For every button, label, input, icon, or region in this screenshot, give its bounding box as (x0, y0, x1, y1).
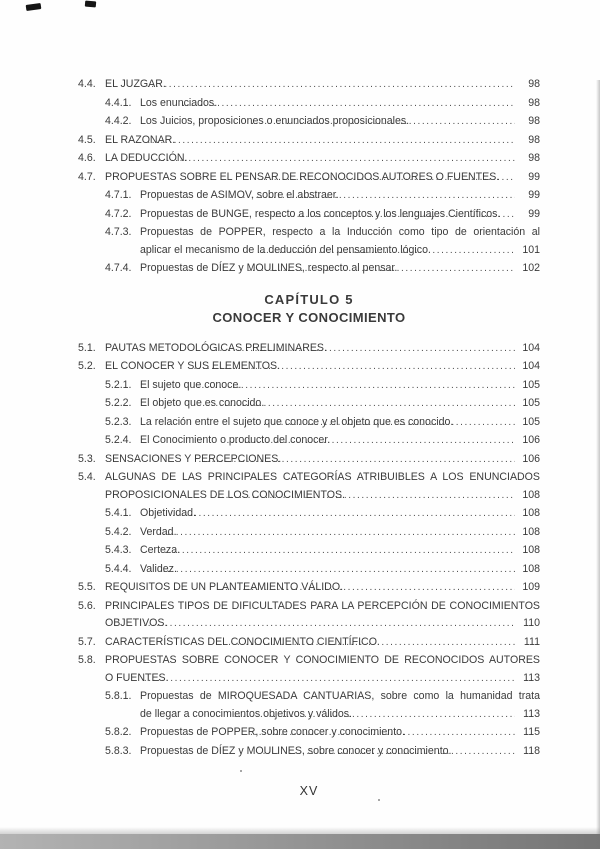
toc-entry-body (105, 598, 540, 633)
toc-entry-text: EL JUZGAR. (105, 78, 166, 90)
toc-entry-number: 5.2.4. (105, 434, 132, 446)
toc-entry-body (140, 260, 540, 278)
toc-entry (78, 95, 540, 113)
toc-entry-text: Propuestas de POPPER, sobre conocer y conocimiento. (140, 726, 405, 738)
toc-entry (78, 224, 540, 259)
dot-leader (227, 432, 515, 450)
toc-entry-text: de llegar a conocimientos objetivos y válidos. (140, 707, 352, 720)
toc-entry-body (105, 358, 540, 376)
toc-entry-text: Propuestas de DÍEZ y MOULINES, respecto al pensar. (140, 262, 398, 274)
toc-entry-body (105, 340, 540, 358)
toc-entry-text: CARACTERÍSTICAS DEL CONOCIMIENTO CIENTÍFICO. (105, 635, 380, 648)
toc-entry-page: 98 (528, 78, 540, 90)
dot-leader (182, 95, 515, 113)
toc-entry-text: Los Juicios, proposiciones o enunciados proposicionales. (140, 115, 410, 127)
toc-entry-text: Propuestas de DÍEZ y MOULINES, sobre conocer y conocimiento. (140, 744, 452, 757)
dot-leader (275, 206, 515, 224)
toc-entry-number: 5.4.3. (105, 544, 132, 556)
toc-entry-body (140, 95, 540, 113)
toc-entry-body (140, 561, 540, 579)
toc-entry-text: La relación entre el sujeto que conoce y el objeto que es conocido. (140, 415, 454, 428)
toc-entry-body (140, 542, 540, 560)
toc-entry-text: aplicar el mecanismo de la deducción del pensamiento lógico. (140, 243, 431, 256)
toc-entry-number: 4.7. (78, 170, 96, 183)
dot-leader (194, 451, 515, 469)
toc-entry (78, 451, 540, 469)
toc-entry-page: 106 (522, 452, 540, 465)
page-footer (78, 784, 540, 798)
toc-entry-page: 104 (522, 341, 540, 354)
dot-leader (144, 670, 515, 688)
toc-entry-page: 113 (523, 671, 540, 684)
toc-entry-body (140, 395, 540, 413)
toc-entry-text: OBJETIVOS. (105, 617, 168, 629)
dot-leader (228, 634, 515, 652)
toc-entry-body (140, 524, 540, 542)
toc-entry-page: 105 (522, 378, 540, 391)
toc-entry-page: 108 (522, 488, 540, 501)
toc-entry-body (140, 187, 540, 205)
toc-entry (78, 113, 540, 131)
toc-entry-page: 106 (522, 434, 540, 446)
toc-entry-text: PROPUESTAS SOBRE EL PENSAR DE RECONOCIDOS AUTORES O FUENTES. (105, 170, 500, 183)
dot-leader (217, 487, 515, 505)
dot-leader (147, 132, 515, 150)
toc-entry-text: EL CONOCER Y SUS ELEMENTOS. (105, 360, 281, 372)
dot-leader (164, 542, 515, 560)
scan-speck (378, 799, 380, 801)
toc-entry (78, 187, 540, 205)
toc-entry-number: 4.7.2. (105, 207, 132, 220)
toc-entry-number: 5.5. (78, 581, 96, 593)
toc-entry-number: 5.6. (78, 599, 96, 612)
toc-entry-text: El objeto que es conocido. (140, 397, 265, 409)
toc-entry-text: PRINCIPALES TIPOS DE DIFICULTADES PARA LA PERCEPCIÓN DE CONOCIMIENTOS (105, 599, 540, 612)
dot-leader (250, 724, 515, 742)
toc-entry-body (105, 76, 540, 94)
toc-entry-body (140, 113, 540, 131)
toc-entry (78, 358, 540, 376)
toc-entry-page: 98 (528, 96, 540, 109)
toc-entry (78, 76, 540, 94)
toc-entry-body (105, 169, 540, 187)
toc-entry (78, 150, 540, 168)
dot-leader (143, 615, 515, 633)
dot-leader (229, 187, 515, 205)
scan-shadow-bottom (0, 834, 600, 849)
toc-entry (78, 169, 540, 187)
toc-entry-body (140, 432, 540, 450)
toc-entry-body (105, 150, 540, 168)
toc-entry-body (140, 206, 540, 224)
toc-entry-page: 110 (523, 617, 540, 629)
toc-entry-number: 5.4.1. (105, 507, 132, 519)
dot-leader (263, 414, 515, 432)
toc-entry-number: 5.8.3. (105, 744, 132, 757)
toc-entry-text: Propuestas de POPPER, respecto a la Inducción como tipo de orientación al (140, 226, 540, 238)
toc-entry-body (140, 224, 540, 259)
toc-entry-page: 105 (522, 415, 540, 428)
toc-entry-text: LA DEDUCCIÓN. (105, 152, 188, 164)
toc-entry-page: 99 (528, 207, 540, 220)
toc-entry (78, 505, 540, 523)
toc-entry-number: 5.2.3. (105, 415, 132, 428)
toc-entry (78, 206, 540, 224)
toc-entry-number: 4.6. (78, 152, 96, 164)
toc-entry-body (140, 505, 540, 523)
toc-entry-page: 108 (522, 544, 540, 556)
toc-entry-page: 102 (522, 262, 540, 274)
toc-entry-number: 5.3. (78, 452, 96, 465)
toc-entry-number: 5.1. (78, 341, 96, 354)
chapter-heading (78, 291, 540, 326)
toc-entry-text: O FUENTES. (105, 671, 169, 684)
toc-entry-number: 4.5. (78, 133, 96, 146)
dot-leader (251, 113, 515, 131)
toc-entry-text: El sujeto que conoce. (140, 378, 242, 391)
toc-entry-page: 115 (523, 726, 540, 738)
toc-entry-page: 108 (522, 507, 540, 519)
toc-entry (78, 395, 540, 413)
toc-entry-text: ALGUNAS DE LAS PRINCIPALES CATEGORÍAS ATRIBUIBLES A LOS ENUNCIADOS (105, 471, 540, 483)
dot-leader (143, 76, 516, 94)
toc-content (78, 76, 540, 798)
toc-entry-number: 5.8.2. (105, 726, 132, 738)
toc-entry-number: 5.2.1. (105, 378, 132, 391)
toc-entry-text: Propuestas de MIROQUESADA CANTUARIAS, sobre como la humanidad trata (140, 690, 540, 702)
toc-entry-body (105, 634, 540, 652)
toc-entry-number: 5.4. (78, 471, 96, 483)
toc-entry-number: 4.7.1. (105, 189, 132, 201)
toc-entry-number: 5.8. (78, 654, 96, 666)
toc-entry (78, 579, 540, 597)
toc-entry-page: 104 (522, 360, 540, 372)
scan-shadow-right (596, 80, 600, 834)
toc-entry-text: Los enunciados. (140, 96, 218, 109)
toc-entry (78, 634, 540, 652)
toc-entry-body (105, 579, 540, 597)
toc-entry (78, 688, 540, 723)
dot-leader (202, 395, 515, 413)
dot-leader (163, 561, 515, 579)
chapter-number-heading: CAPÍTULO 5 (264, 291, 354, 307)
dot-leader (234, 706, 515, 724)
dot-leader (248, 260, 515, 278)
toc-entry-page: 113 (523, 707, 540, 720)
toc-entry-number: 5.4.4. (105, 562, 132, 575)
toc-entry-page: 109 (522, 581, 540, 593)
toc-entry (78, 724, 540, 742)
toc-entry (78, 652, 540, 687)
toc-entry-text: PAUTAS METODOLÓGICAS PRELIMINARES. (105, 341, 327, 354)
toc-entry-body (140, 743, 540, 761)
toc-entry-page: 99 (528, 170, 540, 183)
toc-entry-body (140, 688, 540, 723)
dot-leader (153, 150, 515, 168)
toc-entry (78, 743, 540, 761)
dot-leader (257, 242, 515, 260)
toc-entry-page: 98 (528, 133, 540, 146)
toc-entry-text: SENSACIONES Y PERCEPCIONES. (105, 452, 282, 465)
toc-entry (78, 598, 540, 633)
toc-entry-body (140, 377, 540, 395)
toc-entry (78, 340, 540, 358)
dot-leader (193, 377, 515, 395)
toc-entry (78, 414, 540, 432)
toc-entry-number: 5.7. (78, 635, 96, 648)
toc-entry (78, 377, 540, 395)
toc-entry-text: El Conocimiento o producto del conocer. (140, 434, 331, 446)
toc-entry-text: REQUISITOS DE UN PLANTEAMIENTO VÁLIDO. (105, 581, 344, 593)
toc-entry (78, 132, 540, 150)
toc-entry-body (105, 451, 540, 469)
toc-entry-text: Verdad. (140, 525, 177, 538)
toc-entry-text: EL RAZONAR. (105, 133, 176, 146)
toc-entry-text: PROPOSICIONALES DE LOS CONOCIMIENTOS. (105, 488, 345, 501)
toc-entry (78, 542, 540, 560)
toc-section-chapter4 (78, 76, 540, 278)
toc-entry (78, 432, 540, 450)
toc-entry-text: Objetividad. (140, 507, 196, 519)
toc-entry-text: PROPUESTAS SOBRE CONOCER Y CONOCIMIENTO DE RECONOCIDOS AUTORES (105, 654, 540, 666)
toc-entry-page: 108 (522, 562, 540, 575)
toc-entry-page: 101 (522, 243, 540, 256)
toc-entry-body (140, 414, 540, 432)
toc-entry-page: 98 (528, 152, 540, 164)
toc-entry (78, 469, 540, 504)
page-number: XV (299, 784, 319, 798)
toc-entry-body (105, 132, 540, 150)
toc-entry-page: 118 (523, 744, 540, 757)
toc-entry-number: 5.2.2. (105, 397, 132, 409)
toc-entry-number: 4.4.1. (105, 96, 132, 109)
toc-entry-number: 5.8.1. (105, 690, 132, 702)
toc-section-chapter5 (78, 340, 540, 761)
toc-entry-body (140, 724, 540, 742)
dot-leader (211, 340, 515, 358)
toc-entry-number: 4.7.4. (105, 262, 132, 274)
toc-entry-body (105, 469, 540, 504)
toc-entry (78, 561, 540, 579)
toc-entry (78, 260, 540, 278)
dot-leader (263, 743, 515, 761)
scan-speck (26, 3, 42, 11)
chapter-title-heading: CONOCER Y CONOCIMIENTO (212, 309, 406, 325)
toc-entry-number: 5.2. (78, 360, 96, 372)
toc-entry-text: Validez. (140, 562, 177, 575)
dot-leader (163, 524, 515, 542)
toc-entry-number: 4.4.2. (105, 115, 132, 127)
dot-leader (172, 505, 515, 523)
toc-entry-page: 105 (522, 397, 540, 409)
dot-leader (216, 579, 515, 597)
toc-entry-number: 5.4.2. (105, 525, 132, 538)
toc-entry-text: Certeza. (140, 544, 181, 556)
toc-entry-body (105, 652, 540, 687)
toc-entry-text: Propuestas de ASIMOV, sobre el abstraer. (140, 189, 339, 201)
toc-entry-number: 4.4. (78, 78, 96, 90)
toc-entry-page: 99 (528, 189, 540, 201)
toc-entry (78, 524, 540, 542)
toc-entry-page: 111 (523, 635, 540, 648)
toc-entry-page: 98 (528, 115, 540, 127)
toc-entry-text: Propuestas de BUNGE, respecto a los conceptos y los lenguajes Científicos. (140, 207, 501, 220)
dot-leader (194, 358, 515, 376)
toc-entry-number: 4.7.3. (105, 226, 132, 238)
scan-speck (85, 1, 96, 8)
toc-entry-page: 108 (522, 525, 540, 538)
dot-leader (261, 169, 515, 187)
